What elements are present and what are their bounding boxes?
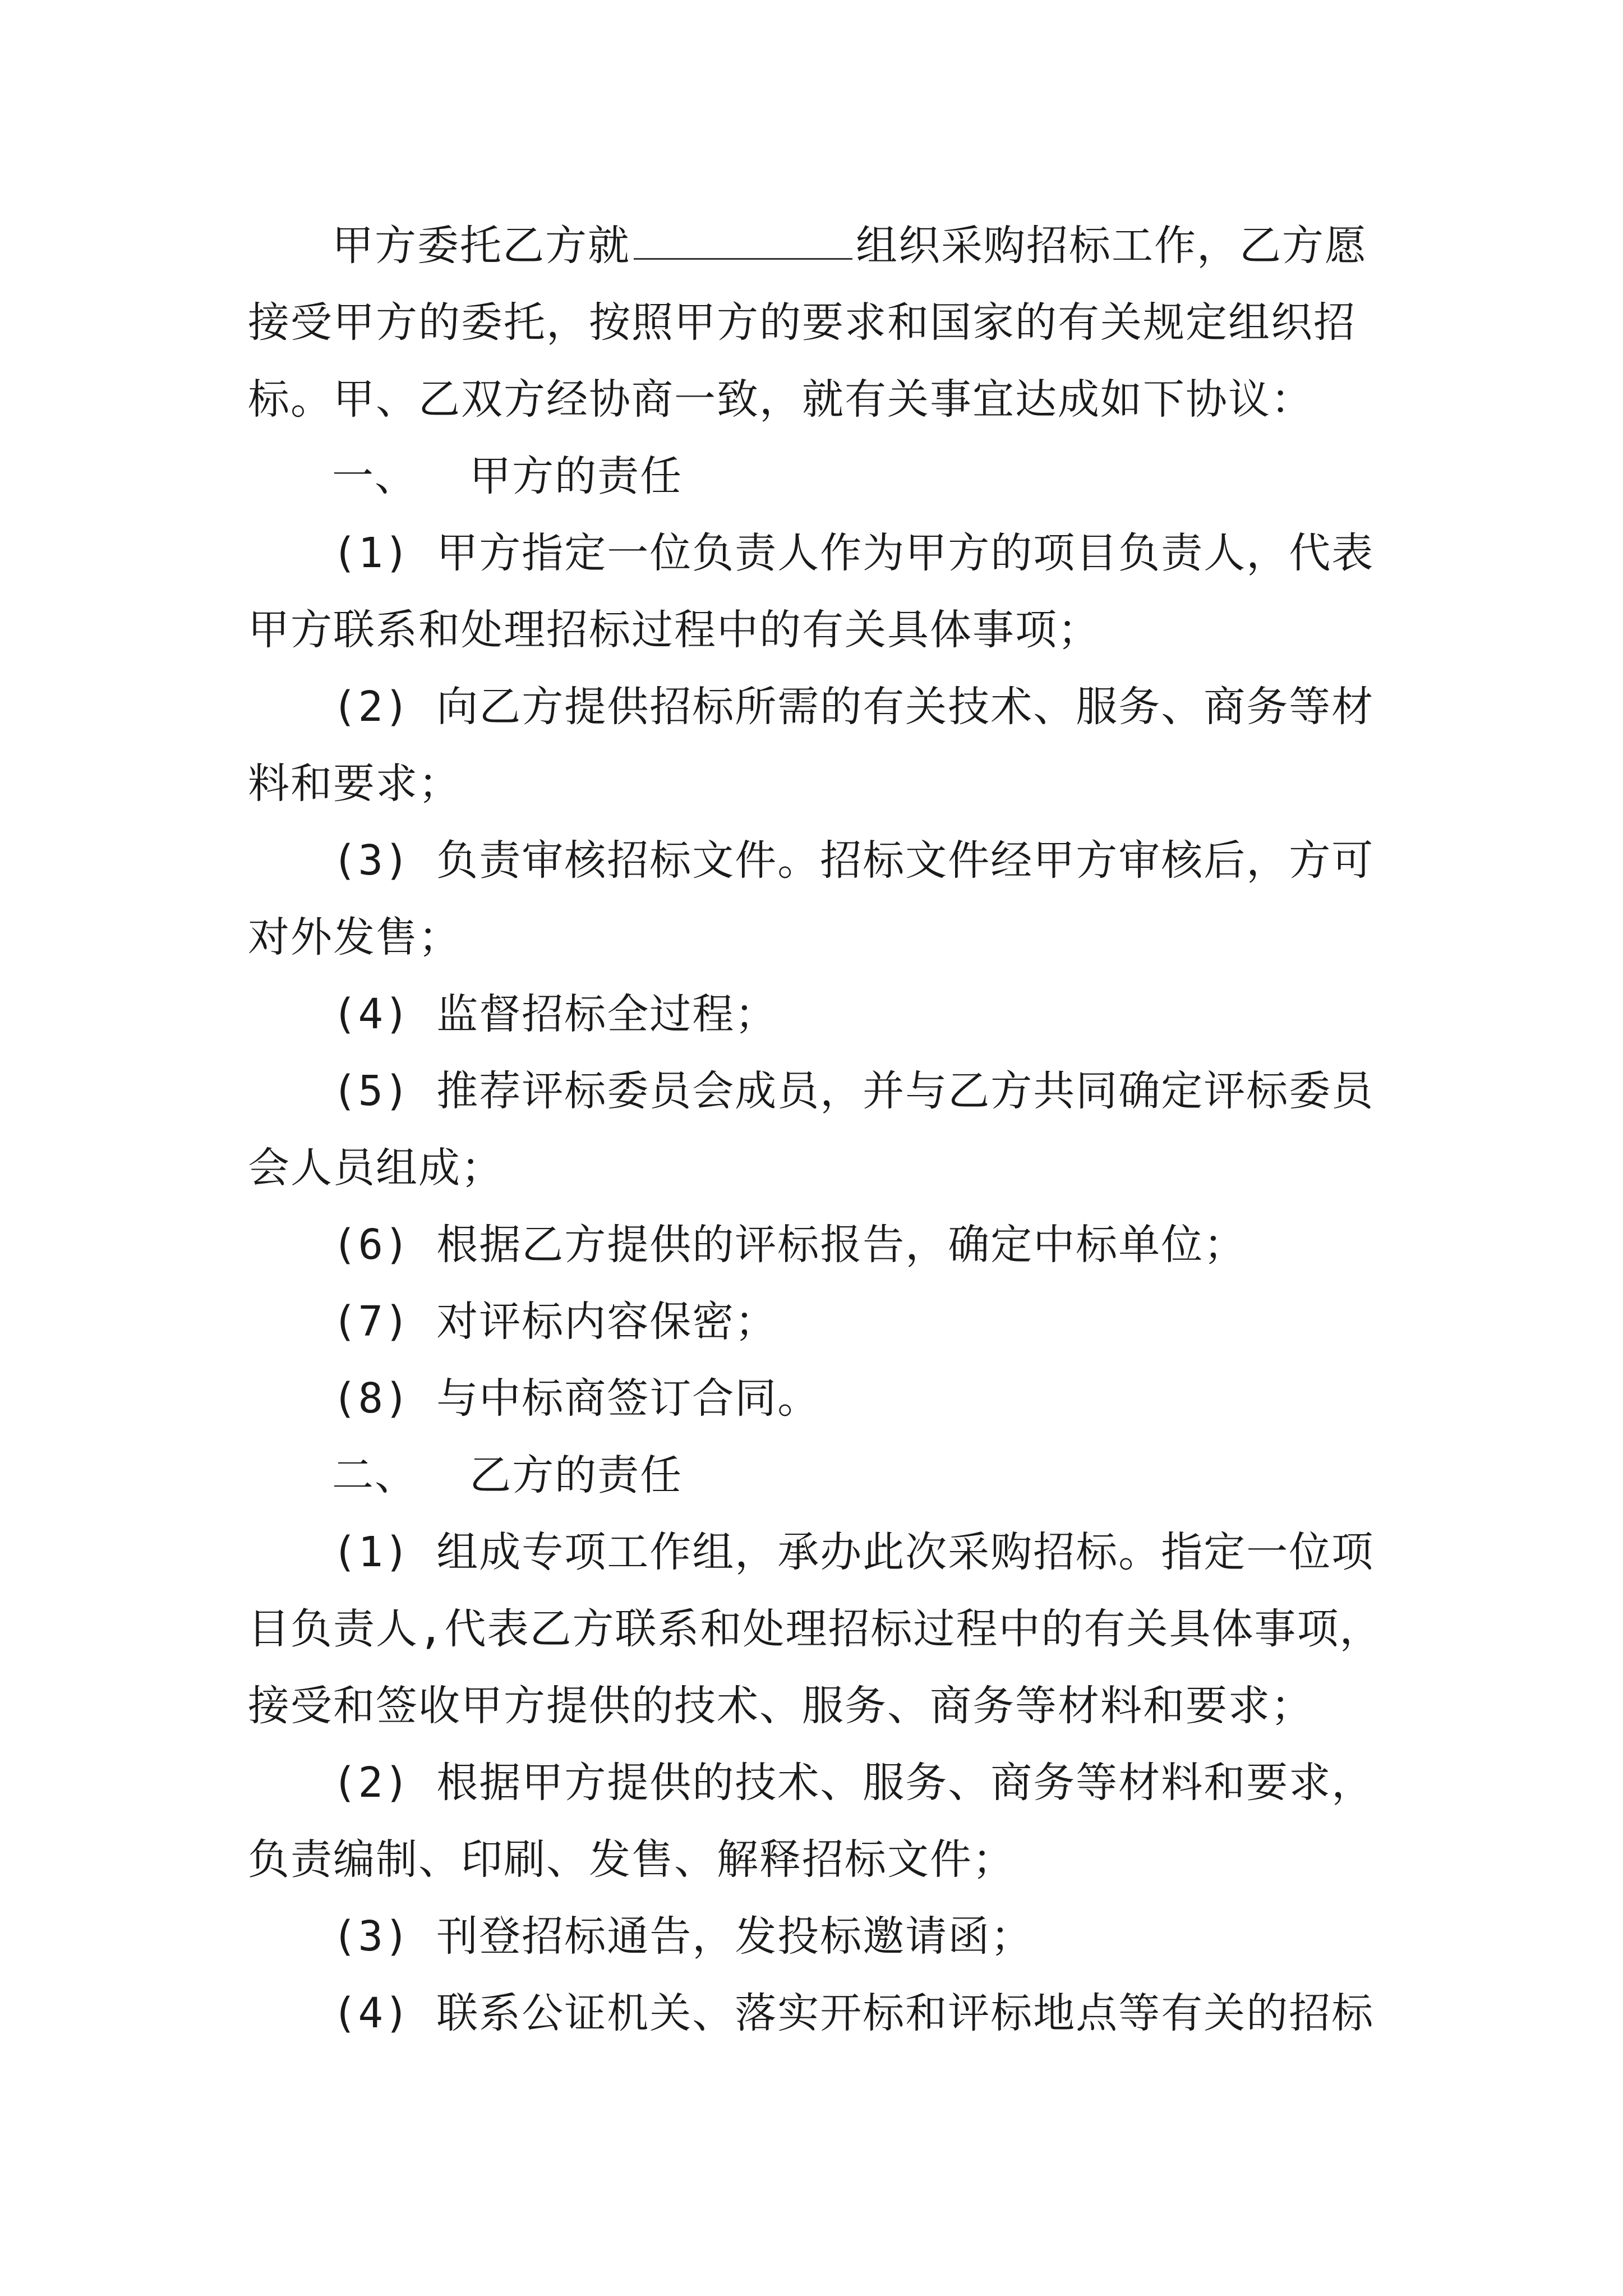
s1-item-7: (7) 对评标内容保密；: [332, 1297, 778, 1346]
s1-item-2-line-1: (2) 向乙方提供招标所需的有关技术、服务、商务等材: [332, 683, 1375, 731]
s1-item-3-line-2: 对外发售；: [248, 913, 461, 961]
section-2-heading: 二、 乙方的责任: [332, 1451, 683, 1499]
s2-item-2-line-1: (2) 根据甲方提供的技术、服务、商务等材料和要求，: [332, 1759, 1375, 1807]
s1-item-2-line-2: 料和要求；: [248, 760, 461, 808]
s1-item-3-line-1: (3) 负责审核招标文件。招标文件经甲方审核后，方可: [332, 836, 1375, 885]
section-1-heading: 一、 甲方的责任: [332, 452, 683, 500]
s1-item-5-line-1: (5) 推荐评标委员会成员，并与乙方共同确定评标委员: [332, 1067, 1375, 1115]
document-body: [248, 208, 1382, 2052]
s2-item-3: (3) 刊登招标通告，发投标邀请函；: [332, 1912, 1034, 1961]
s2-item-4-line-1: (4) 联系公证机关、落实开标和评标地点等有关的招标: [332, 1989, 1375, 2037]
s2-item-1-line-3: 接受和签收甲方提供的技术、服务、商务等材料和要求；: [248, 1682, 1313, 1730]
fill-in-blank: [634, 219, 852, 260]
intro-line-3: 标。甲、乙双方经协商一致，就有关事宜达成如下协议：: [248, 375, 1313, 424]
s2-item-1-line-2: 目负责人,代表乙方联系和处理招标过程中的有关具体事项，: [248, 1605, 1382, 1653]
s1-item-4: (4) 监督招标全过程；: [332, 990, 778, 1038]
s1-item-6: (6) 根据乙方提供的评标报告，确定中标单位；: [332, 1221, 1247, 1269]
s2-item-1-line-1: (1) 组成专项工作组，承办此次采购招标。指定一位项: [332, 1528, 1375, 1576]
s1-item-1-line-1: (1) 甲方指定一位负责人作为甲方的项目负责人，代表: [332, 529, 1375, 577]
s1-item-5-line-2: 会人员组成；: [248, 1144, 504, 1192]
intro-text-after-blank: 组织采购招标工作，乙方愿: [856, 222, 1367, 270]
s1-item-8: (8) 与中标商签订合同。: [332, 1374, 820, 1423]
intro-line-1: [248, 208, 1375, 284]
s2-item-2-line-2: 负责编制、印刷、发售、解释招标文件；: [248, 1835, 1015, 1884]
s1-item-1-line-2: 甲方联系和处理招标过程中的有关具体事项；: [248, 606, 1100, 654]
intro-line-2: 接受甲方的委托，按照甲方的要求和国家的有关规定组织招: [248, 298, 1356, 347]
intro-text-before-blank: 甲方委托乙方就: [332, 222, 630, 270]
